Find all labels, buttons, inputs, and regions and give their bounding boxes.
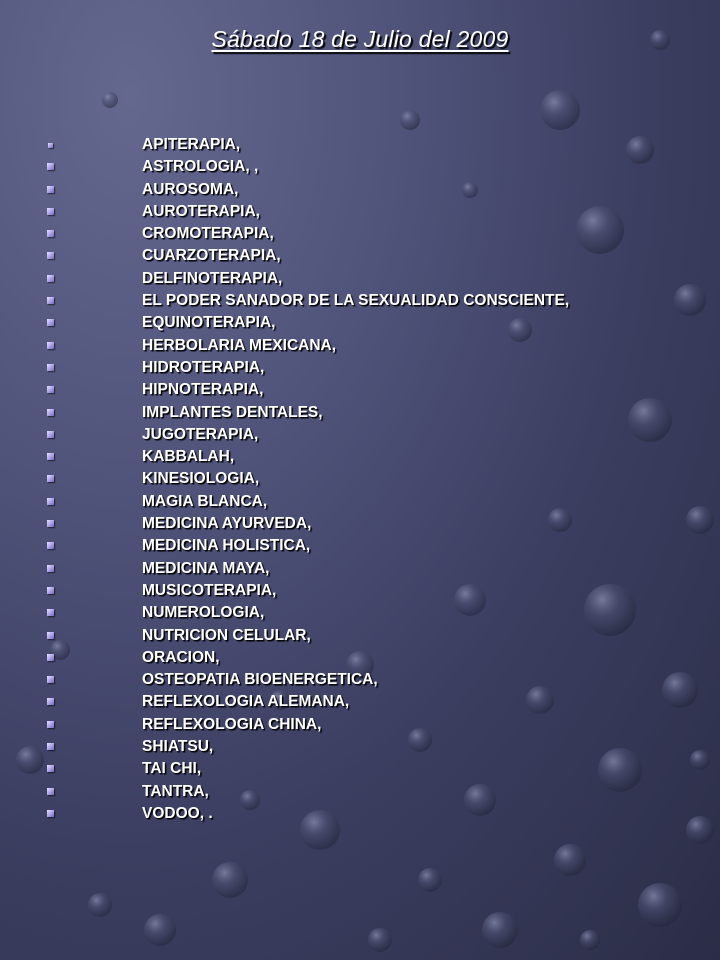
square-bullet-icon [47, 319, 54, 326]
list-item-label: MEDICINA MAYA, [142, 559, 270, 577]
list-item-label: REFLEXOLOGIA ALEMANA, [142, 693, 350, 711]
list-item-label: ASTROLOGIA, , [142, 158, 259, 176]
bubble-shape [212, 862, 248, 898]
square-bullet-icon [47, 386, 54, 393]
square-bullet-icon [47, 542, 54, 549]
list-item-label: AUROTERAPIA, [142, 202, 260, 220]
list-item [0, 245, 720, 267]
list-item [0, 468, 720, 490]
list-item [0, 446, 720, 468]
list-item-label: TAI CHI, [142, 760, 202, 778]
list-item-label: ORACION, [142, 648, 220, 666]
list-item [0, 647, 720, 669]
list-item [0, 402, 720, 424]
square-bullet-icon [47, 364, 54, 371]
list-item [0, 134, 720, 156]
square-bullet-icon [47, 252, 54, 259]
list-item [0, 290, 720, 312]
list-item-label: VODOO, . [142, 804, 213, 822]
list-item-label: IMPLANTES DENTALES, [142, 403, 323, 421]
list-item-label: SHIATSU, [142, 738, 214, 756]
list-item-label: DELFINOTERAPIA, [142, 269, 283, 287]
list-item [0, 268, 720, 290]
square-bullet-icon [47, 609, 54, 616]
square-bullet-icon [47, 275, 54, 282]
bubble-shape [554, 844, 586, 876]
list-item-label: HERBOLARIA MEXICANA, [142, 336, 337, 354]
bubble-shape [144, 914, 176, 946]
list-item-label: EQUINOTERAPIA, [142, 314, 276, 332]
list-item [0, 558, 720, 580]
square-bullet-icon [47, 565, 54, 572]
list-item [0, 379, 720, 401]
list-item-label: APITERAPIA, [142, 136, 241, 153]
list-item-label: EL PODER SANADOR DE LA SEXUALIDAD CONSCIENTE, [142, 292, 570, 310]
list-item-label: REFLEXOLOGIA CHINA, [142, 715, 322, 733]
bubble-shape [400, 110, 420, 130]
list-item [0, 781, 720, 803]
square-bullet-icon [47, 297, 54, 304]
list-item-label: MEDICINA HOLISTICA, [142, 537, 311, 555]
list-item-label: OSTEOPATIA BIOENERGETICA, [142, 671, 378, 689]
square-bullet-icon [47, 342, 54, 349]
square-bullet-icon [47, 810, 54, 817]
list-item [0, 691, 720, 713]
therapy-list [0, 134, 720, 825]
bubble-shape [580, 930, 600, 950]
list-item [0, 491, 720, 513]
square-bullet-icon [47, 431, 54, 438]
list-item-label: KINESIOLOGIA, [142, 470, 260, 488]
list-item-label: AUROSOMA, [142, 180, 239, 198]
list-item-label: JUGOTERAPIA, [142, 425, 259, 443]
bubble-shape [418, 868, 442, 892]
list-item [0, 513, 720, 535]
list-item [0, 758, 720, 780]
list-item [0, 335, 720, 357]
square-bullet-icon [47, 587, 54, 594]
list-item-label: MAGIA BLANCA, [142, 492, 268, 510]
square-bullet-icon [47, 208, 54, 215]
square-bullet-icon [47, 498, 54, 505]
square-bullet-icon [47, 409, 54, 416]
square-bullet-icon [47, 788, 54, 795]
list-item [0, 736, 720, 758]
square-bullet-icon [47, 632, 54, 639]
square-bullet-icon [47, 765, 54, 772]
list-item-label: TANTRA, [142, 782, 209, 800]
list-item [0, 357, 720, 379]
square-bullet-icon [47, 475, 54, 482]
square-bullet-icon [47, 230, 54, 237]
square-bullet-icon [47, 163, 54, 170]
square-bullet-icon [47, 453, 54, 460]
list-item [0, 625, 720, 647]
list-item [0, 179, 720, 201]
list-item-label: CROMOTERAPIA, [142, 225, 274, 243]
list-item-label: HIPNOTERAPIA, [142, 381, 264, 399]
list-item [0, 714, 720, 736]
square-bullet-icon [48, 143, 53, 148]
square-bullet-icon [47, 743, 54, 750]
square-bullet-icon [47, 698, 54, 705]
square-bullet-icon [47, 721, 54, 728]
square-bullet-icon [47, 186, 54, 193]
bubble-shape [102, 92, 118, 108]
list-item [0, 580, 720, 602]
list-item-label: NUTRICION CELULAR, [142, 626, 311, 644]
list-item-label: KABBALAH, [142, 448, 235, 466]
list-item [0, 602, 720, 624]
bubble-shape [540, 90, 580, 130]
list-item [0, 156, 720, 178]
square-bullet-icon [47, 654, 54, 661]
bubble-shape [88, 893, 112, 917]
list-item-label: NUMEROLOGIA, [142, 604, 265, 622]
list-item [0, 669, 720, 691]
list-item [0, 201, 720, 223]
list-item [0, 312, 720, 334]
square-bullet-icon [47, 520, 54, 527]
list-item [0, 803, 720, 825]
square-bullet-icon [47, 676, 54, 683]
bubble-shape [482, 912, 518, 948]
list-item [0, 424, 720, 446]
list-item-label: HIDROTERAPIA, [142, 358, 265, 376]
list-item [0, 535, 720, 557]
bubble-shape [638, 883, 682, 927]
list-item-label: CUARZOTERAPIA, [142, 247, 281, 265]
list-item [0, 223, 720, 245]
list-item-label: MEDICINA AYURVEDA, [142, 515, 312, 533]
list-item-label: MUSICOTERAPIA, [142, 581, 277, 599]
slide-title: Sábado 18 de Julio del 2009 [211, 26, 509, 52]
bubble-shape [368, 928, 392, 952]
